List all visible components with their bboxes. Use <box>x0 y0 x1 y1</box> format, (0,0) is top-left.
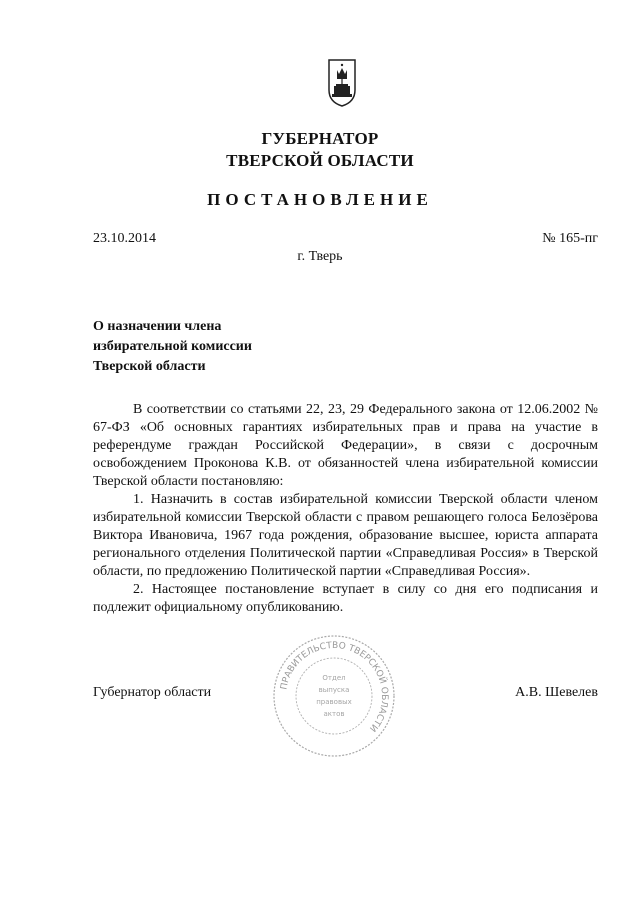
preamble-paragraph: В соответствии со статьями 22, 23, 29 Федерального закона от 12.06.2002 № 67-ФЗ «Об основных гарантиях избирательных прав и права на участие в референдуме граждан Российской Федерации», в связи с досрочным освобождением Проконова К.В. от обязанностей члена избирательной комиссии Тверской области постановляю: <box>93 402 598 489</box>
stamp-inner-text: выпуска <box>318 686 350 694</box>
official-stamp <box>270 632 398 760</box>
tver-coat-of-arms-icon <box>327 58 357 108</box>
document-date: 23.10.2014 <box>93 231 156 246</box>
signatory-title: Губернатор области <box>93 685 212 700</box>
stamp-ring-text: ПРАВИТЕЛЬСТВО ТВЕРСКОЙ ОБЛАСТИ <box>279 640 390 734</box>
clause-1-paragraph: 1. Назначить в состав избирательной комиссии Тверской области членом избирательной комиссии Тверской области с правом решающего голоса Белозёрова Виктора Ивановича, 1967 года рождения, образование высшее, юриста аппарата регионального отделения Политической партии «Справедливая Россия» в Тверской области, по предложению Политической партии «Справедливая Россия». <box>93 492 598 579</box>
document-type: ПОСТАНОВЛЕНИЕ <box>207 190 433 209</box>
stamp-inner-text: Отдел <box>322 674 346 682</box>
document-subject <box>93 317 252 377</box>
document-number: № 165-пг <box>542 231 598 246</box>
stamp-inner-text: актов <box>323 710 345 718</box>
stamp-inner-text: правовых <box>316 698 352 706</box>
authority-title: ГУБЕРНАТОР <box>261 129 379 148</box>
clause-2-paragraph: 2. Настоящее постановление вступает в силу со дня его подписания и подлежит официальному опубликованию. <box>93 582 598 615</box>
authority-region: ТВЕРСКОЙ ОБЛАСТИ <box>226 151 414 170</box>
subject-line: О назначении члена <box>93 319 222 334</box>
subject-line: избирательной комиссии <box>93 339 252 354</box>
document-body <box>93 401 598 617</box>
document-city: г. Тверь <box>297 249 343 264</box>
signatory-name: А.В. Шевелев <box>515 685 598 700</box>
subject-line: Тверской области <box>93 359 206 374</box>
